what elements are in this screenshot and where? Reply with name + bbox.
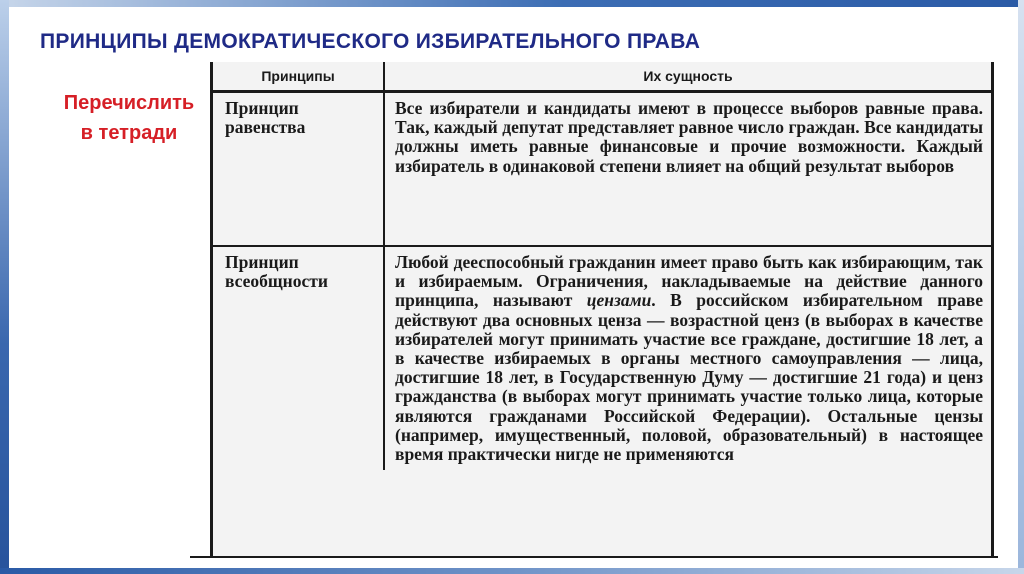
task-note-line-2: в тетради bbox=[80, 122, 178, 144]
description-text-end: . В российском избирательном праве действуют два основных ценза — возрастной ценз (в выборах в качестве избирателей могут принимать участие все граждане, достигшие 18 лет, а в качестве избираемых в органы местного самоуправления — лица, достигшие 18 лет, в Государственную Думу — достигшие 21 года) и ценз гражданства (в выборах могут принимать участие только лица, которые являются гражданами Российской Федерации). Остальные цензы (например, имущественный, половой, образовательный) в настоящее время практически нигде не применяются bbox=[395, 290, 983, 465]
left-accent-bar bbox=[0, 0, 9, 574]
task-note bbox=[44, 88, 214, 148]
table-header-row bbox=[213, 62, 991, 92]
description-term-censuses: цензами bbox=[586, 290, 652, 311]
header-principles: Принципы bbox=[213, 62, 384, 92]
right-accent-bar bbox=[1018, 0, 1024, 574]
principles-table-frame bbox=[210, 62, 994, 558]
description-text-start: Любой дееспособный гражданин имеет право быть как избирающим, так и избираемым. Ограничения, накладываемые на действие данного принципа, называют bbox=[395, 252, 983, 311]
top-accent-bar bbox=[0, 0, 1024, 7]
table-bottom-rule bbox=[190, 556, 998, 558]
principles-table bbox=[213, 62, 991, 470]
task-note-line-1: Перечислить bbox=[63, 92, 195, 114]
table-row bbox=[213, 92, 991, 247]
principle-name: Принцип равенства bbox=[225, 98, 306, 138]
bottom-accent-bar bbox=[0, 568, 1024, 574]
description-cell bbox=[384, 246, 991, 470]
slide-title: ПРИНЦИПЫ ДЕМОКРАТИЧЕСКОГО ИЗБИРАТЕЛЬНОГО ПРАВА bbox=[40, 30, 701, 53]
description-cell: Все избиратели и кандидаты имеют в процессе выборов равные права. Так, каждый депутат представляет равное число граждан. Все кандидаты должны иметь равные финансовые и прочие возможности. Каждый избиратель в одинаковой степени влияет на общий результат выборов bbox=[384, 92, 991, 247]
principle-cell bbox=[213, 92, 384, 247]
table-row bbox=[213, 246, 991, 470]
header-essence: Их сущность bbox=[384, 62, 991, 92]
principle-cell bbox=[213, 246, 384, 470]
principle-name: Принцип всеобщности bbox=[225, 252, 328, 292]
